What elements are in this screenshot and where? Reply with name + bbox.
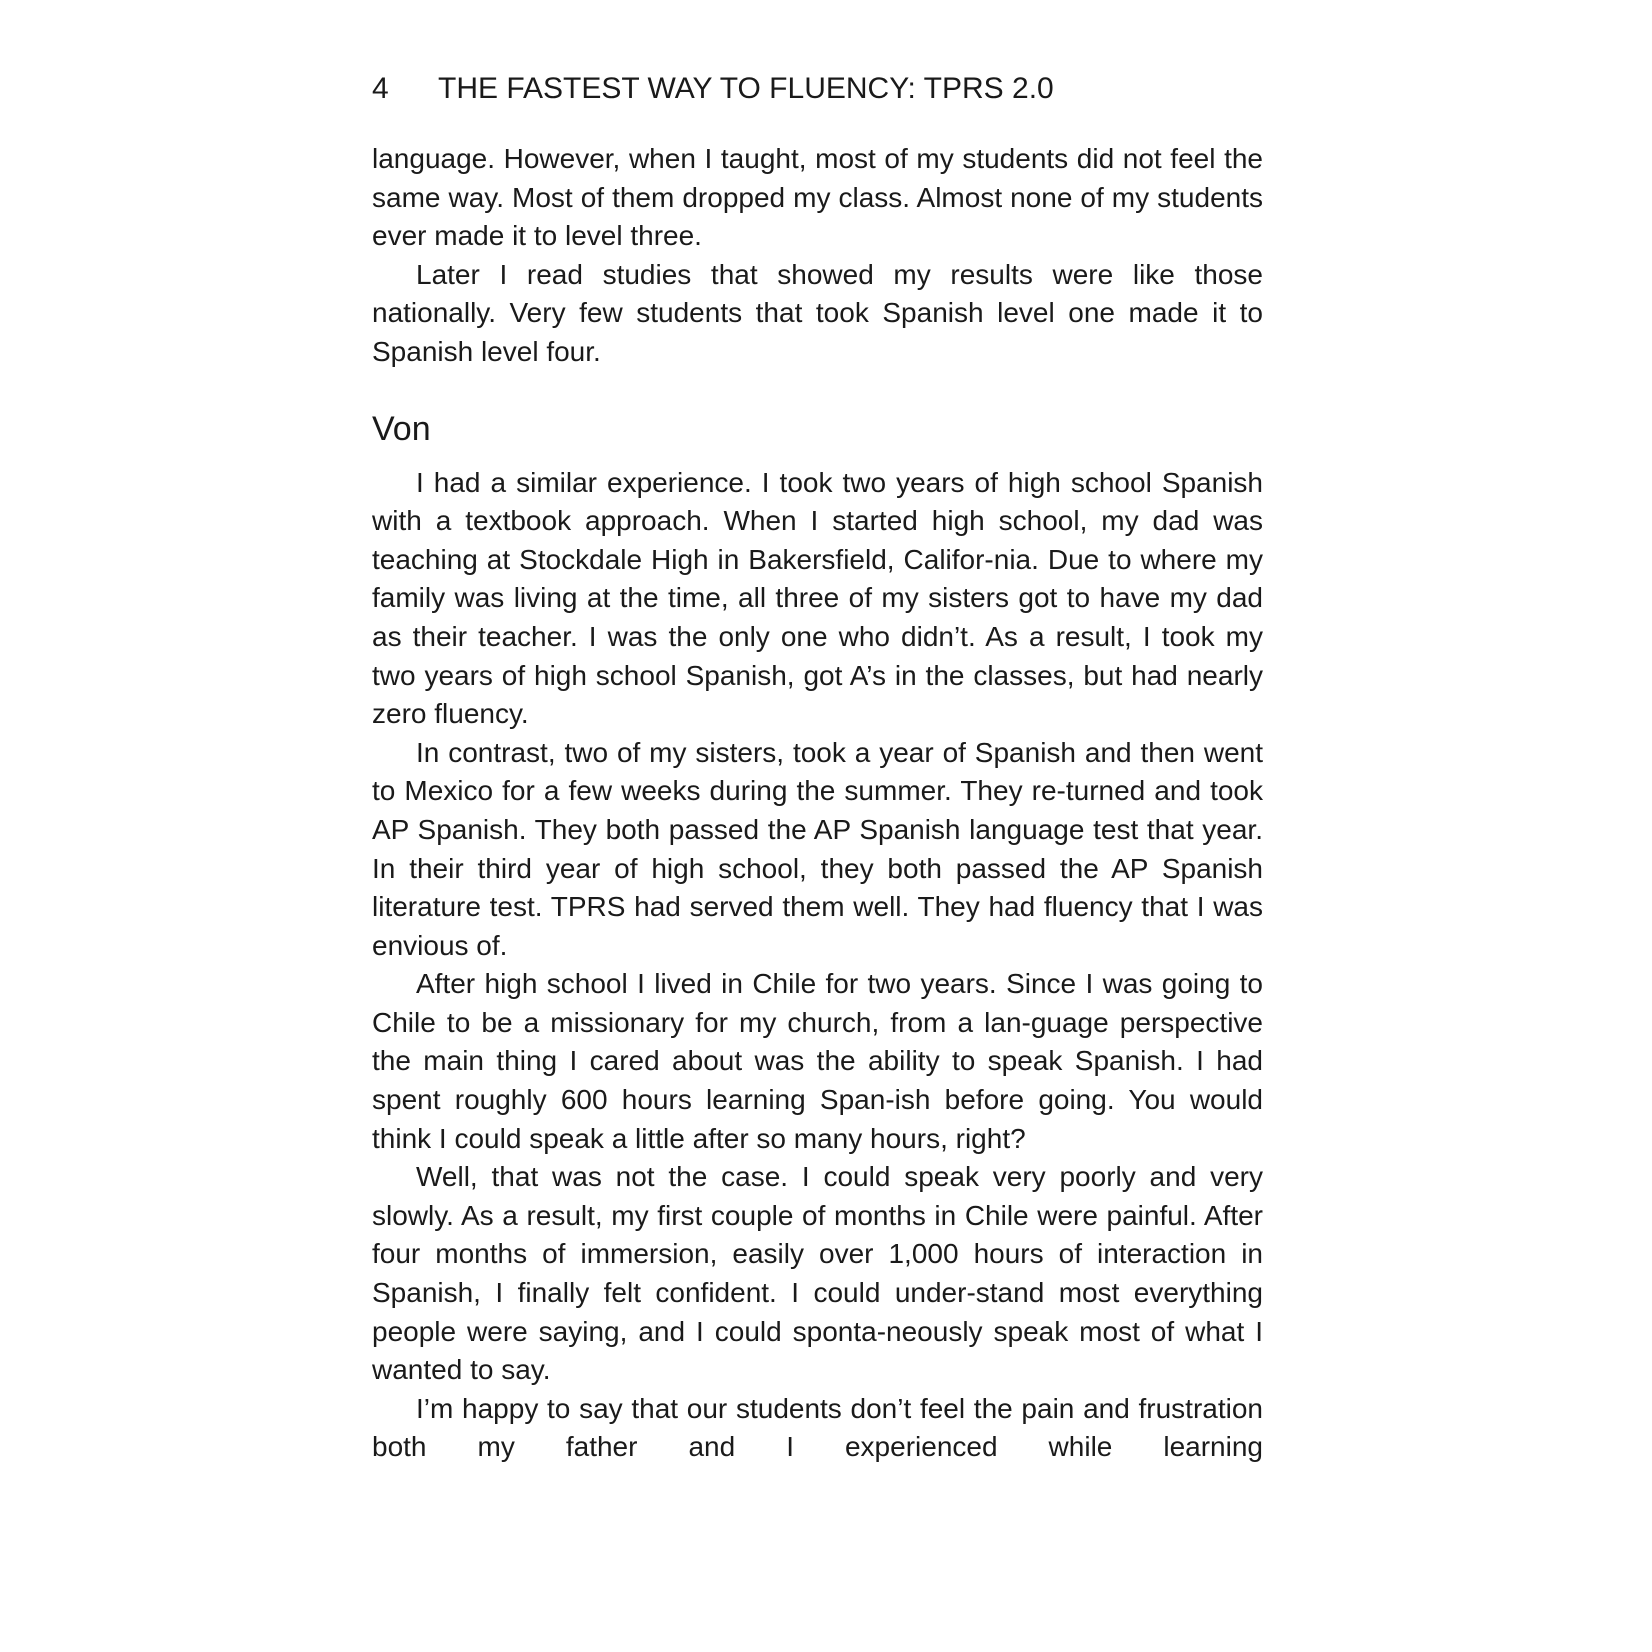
paragraph: Later I read studies that showed my results were like those nationally. Very few students that took Spanish level one made it to Spanish level four. (372, 258, 1263, 367)
body-text (372, 140, 1263, 1467)
paragraph: language. However, when I taught, most of my students did not feel the same way. Most of them dropped my class. Almost none of my students ever made it to level three. (372, 143, 1263, 252)
running-head (372, 70, 1272, 108)
paragraph: I’m happy to say that our students don’t feel the pain and frustration both my father and I experienced while learning (372, 1392, 1263, 1463)
running-head-title: THE FASTEST WAY TO FLUENCY: TPRS 2.0 (438, 72, 1054, 105)
paragraph: After high school I lived in Chile for two years. Since I was going to Chile to be a missionary for my church, from a lan-guage perspective the main thing I cared about was the ability to speak Spanish. I had spent roughly 600 hours learning Span-ish before going. You would think I could speak a little after so many hours, right? (372, 968, 1263, 1154)
paragraph: In contrast, two of my sisters, took a year of Spanish and then went to Mexico for a few weeks during the summer. They re-turned and took AP Spanish. They both passed the AP Spanish language test that year. In their third year of high school, they both passed the AP Spanish literature test. TPRS had served them well. They had fluency that I was envious of. (372, 736, 1263, 961)
page-number: 4 (372, 72, 389, 105)
paragraph: Well, that was not the case. I could speak very poorly and very slowly. As a result, my first couple of months in Chile were painful. After four months of immersion, easily over 1,000 hours of interaction in Spanish, I finally felt confident. I could under-stand most everything people were saying, and I could sponta-neously speak most of what I wanted to say. (372, 1161, 1263, 1386)
paragraph: I had a similar experience. I took two years of high school Spanish with a textbook approach. When I started high school, my dad was teaching at Stockdale High in Bakersfield, Califor-nia. Due to where my family was living at the time, all three of my sisters got to have my dad as their teacher. I was the only one who didn’t. As a result, I took my two years of high school Spanish, got A’s in the classes, but had nearly zero fluency. (372, 466, 1263, 730)
section-heading: Von (372, 409, 431, 448)
